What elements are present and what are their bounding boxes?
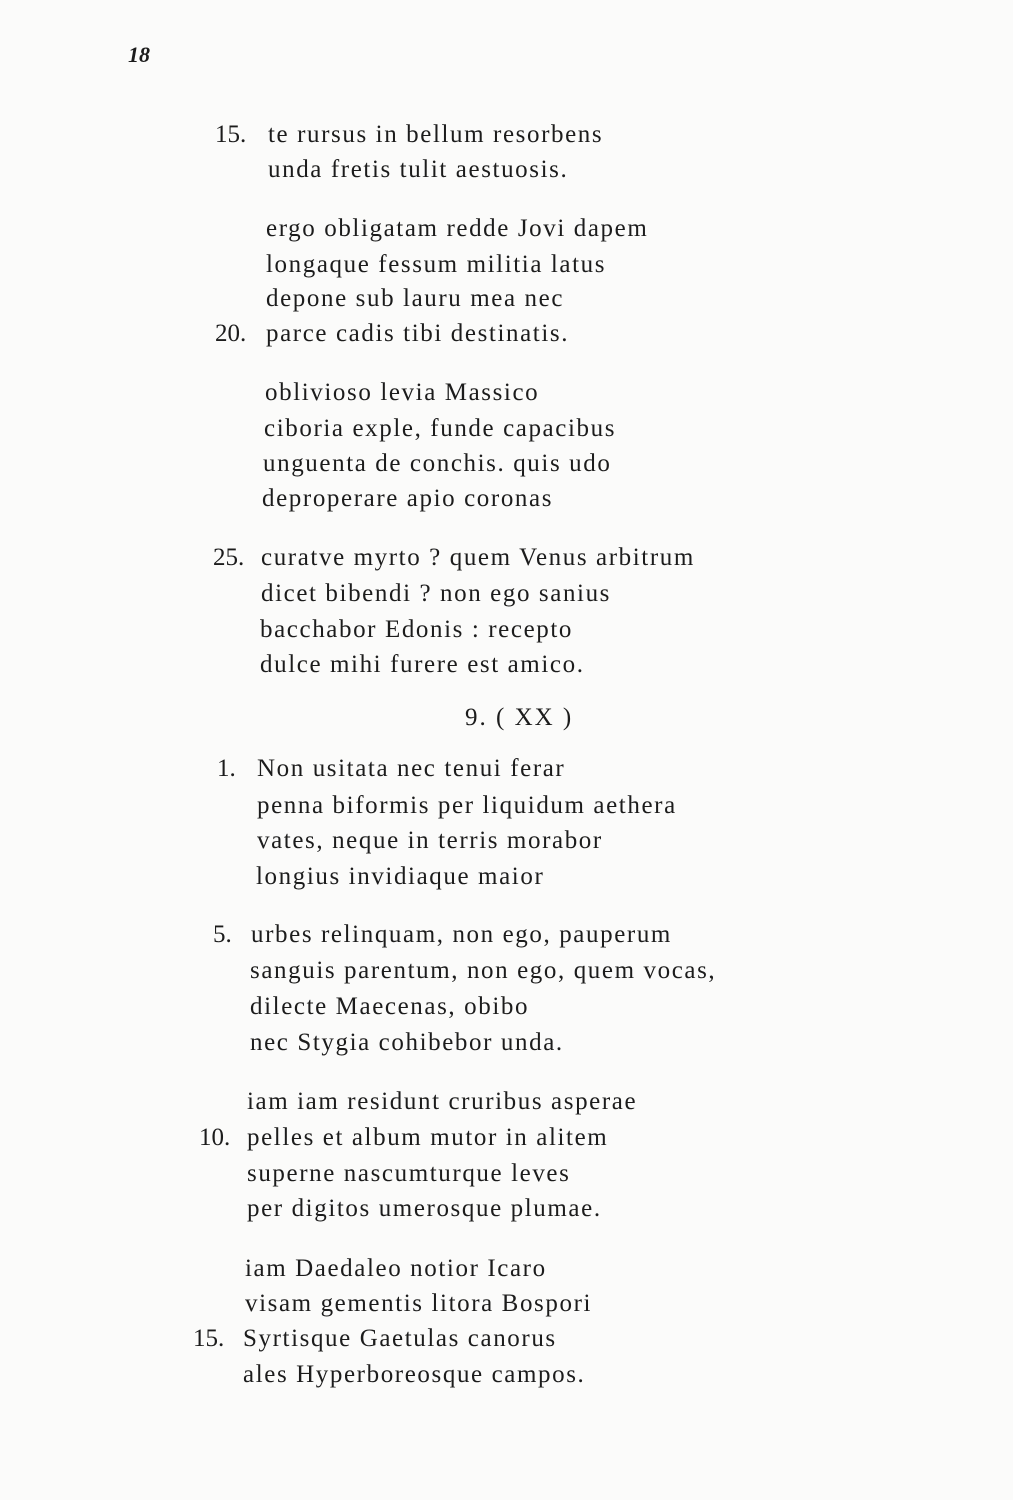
verse-line: parce cadis tibi destinatis.	[266, 320, 570, 347]
verse-line: longaque fessum militia latus	[266, 251, 607, 278]
verse-line: unguenta de conchis. quis udo	[263, 450, 612, 477]
verse-line: iam iam residunt cruribus asperae	[247, 1088, 638, 1115]
verse-line: unda fretis tulit aestuosis.	[268, 156, 569, 183]
verse-line: bacchabor Edonis : recepto	[260, 616, 574, 643]
verse-line: Syrtisque Gaetulas canorus	[243, 1325, 557, 1352]
line-number: 15.	[215, 121, 247, 148]
verse-line: per digitos umerosque plumae.	[247, 1195, 602, 1222]
verse-line: vates, neque in terris morabor	[257, 827, 603, 854]
verse-line: dicet bibendi ? non ego sanius	[261, 580, 612, 607]
line-number: 20.	[215, 320, 247, 347]
verse-line: superne nascumturque leves	[247, 1160, 571, 1187]
verse-line: oblivioso levia Massico	[265, 379, 540, 406]
page-number: 18	[128, 42, 150, 67]
verse-line: deproperare apio coronas	[262, 485, 554, 512]
verse-line: dilecte Maecenas, obibo	[250, 993, 530, 1020]
verse-line: Non usitata nec tenui ferar	[257, 755, 566, 782]
verse-line: urbes relinquam, non ego, pauperum	[251, 921, 672, 948]
verse-line: curatve myrto ? quem Venus arbitrum	[261, 544, 695, 571]
verse-line: te rursus in bellum resorbens	[268, 121, 604, 148]
line-number: 25.	[213, 544, 245, 571]
verse-line: visam gementis litora Bospori	[245, 1290, 593, 1317]
line-number: 1.	[217, 755, 236, 782]
verse-line: ciboria exple, funde capacibus	[264, 415, 617, 442]
verse-line: pelles et album mutor in alitem	[247, 1124, 609, 1151]
ode-heading: 9. ( XX )	[465, 704, 574, 731]
verse-line: nec Stygia cohibebor unda.	[250, 1029, 564, 1056]
verse-line: depone sub lauru mea nec	[266, 285, 565, 312]
verse-line: sanguis parentum, non ego, quem vocas,	[250, 957, 717, 984]
line-number: 15.	[193, 1325, 225, 1352]
verse-line: dulce mihi furere est amico.	[260, 651, 585, 678]
line-number: 10.	[199, 1124, 231, 1151]
line-number: 5.	[213, 921, 232, 948]
verse-line: penna biformis per liquidum aethera	[257, 792, 677, 819]
verse-line: ales Hyperboreosque campos.	[243, 1361, 586, 1388]
verse-line: longius invidiaque maior	[256, 863, 545, 890]
verse-line: iam Daedaleo notior Icaro	[245, 1255, 547, 1282]
verse-line: ergo obligatam redde Jovi dapem	[266, 215, 649, 242]
